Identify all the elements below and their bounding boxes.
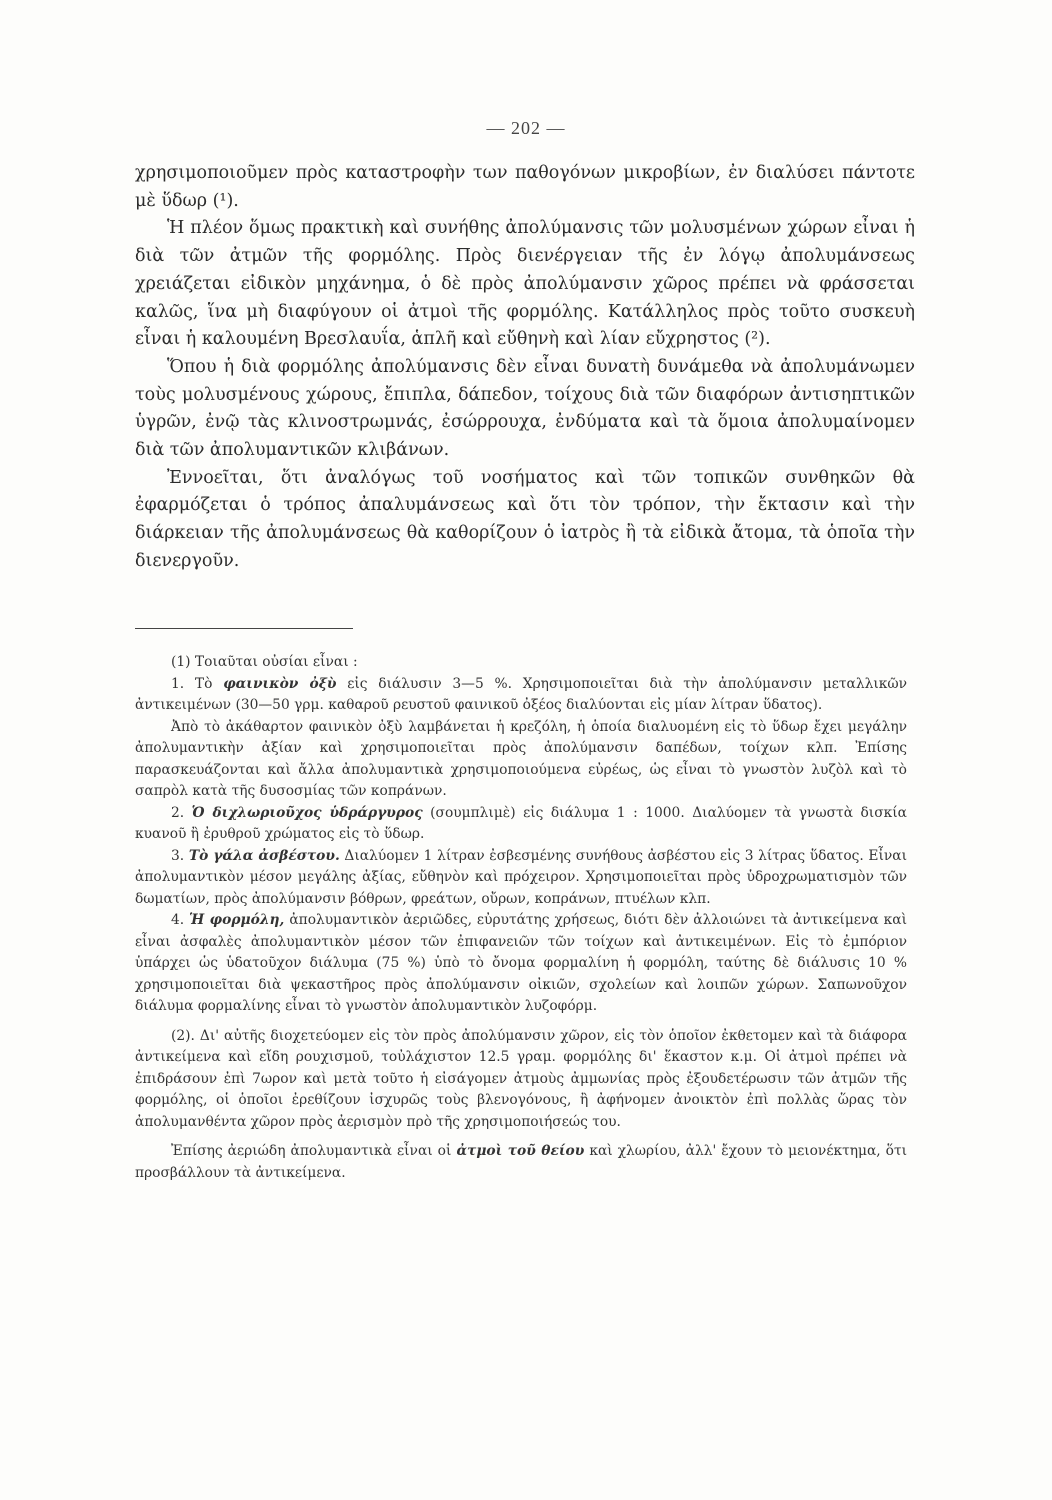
footnote-number: 3. (171, 847, 185, 864)
footnote-intro: (1) Τοιαῦται οὐσίαι εἶναι : (171, 654, 358, 670)
footnote-paragraph: Ἀπὸ τὸ ἀκάθαρτον φαινικὸν ὀξὺ λαμβάνεται ἡ κρεζόλη, ἡ ὁποία διαλυομένη εἰς τὸ ὕδωρ ἔχει μεγάλην ἀπολυμαντικὴν ἀξίαν καὶ χρησιμοποιεῖται πρὸς ἀπολύμανσιν δαπέδων, τοίχων κλπ. Ἐπίσης παρασκευάζονται καὶ ἄλλα ἀπολυμαντικὰ χρησιμοποιούμενα εὐρέως, ὡς εἶναι τὸ γνωστὸν λυζὸλ καὶ τὸ σαπρὸλ κατὰ τῆς δυσοσμίας τῶν κοπράνων. (135, 718, 907, 799)
footnote-term: Ὁ διχλωριοῦχος ὑδράργυρος (191, 804, 423, 821)
footnote-paragraph: (2). Δι' αὐτῆς διοχετεύομεν εἰς τὸν πρὸς ἀπολύμανσιν χῶρον, εἰς τὸν ὁποῖον ἐκθετομεν καὶ τὰ διάφορα ἀντικείμενα καὶ εἴδη ρουχισμοῦ, τοὐλάχιστον 12.5 γραμ. φορμόλης δι' ἕκαστον κ.μ. Οἱ ἀτμοὶ πρέπει νὰ ἐπιδράσουν ἐπὶ 7ωρον καὶ μετὰ τοῦτο ἡ εἰσάγομεν ἀτμοὺς ἀμμωνίας πρὸς ἐξουδετέρωσιν τῶν ἀτμῶν τῆς φορμόλης, οἱ ὁποῖοι ἐρεθίζουν ἰσχυρῶς τοὺς βλενογόνους, ἢ ἀφήνομεν ἀνοικτὸν ἐπὶ πολλὰς ὥρας τὸν ἀπολυμανθέντα χῶρον πρὸς ἀερισμὸν πρὸ τῆς χρησιμοποιήσεώς του. (135, 1027, 907, 1130)
footnote-item (135, 674, 907, 717)
footnote-item (135, 910, 907, 1018)
footnote-text: (σουμπλιμὲ) εἰς διάλυμα 1 : 1000. Διαλύομεν τὰ γνωστὰ δισκία κυανοῦ ἢ ἐρυθροῦ χρώματος εἰς τὸ ὕδωρ. (135, 804, 907, 842)
paragraph: Ἡ πλέον ὅμως πρακτικὴ καὶ συνήθης ἀπολύμανσις τῶν μολυσμένων χώρων εἶναι ἡ διὰ τῶν ἀτμῶν τῆς φορμόλης. Πρὸς διενέργειαν τῆς ἐν λόγῳ ἀπολυμάνσεως χρειάζεται εἰδικὸν μηχάνημα, ὁ δὲ πρὸς ἀπολύμανσιν χῶρος πρέπει νὰ φράσσεται καλῶς, ἵνα μὴ διαφύγουν οἱ ἀτμοὶ τῆς φορμόλης. Κατάλληλος πρὸς τοῦτο συσκευὴ εἶναι ἡ καλουμένη Βρεσλαυΐα, ἁπλῆ καὶ εὔθηνὴ καὶ λίαν εὔχρηστος (²). (135, 218, 915, 350)
footnote-number: 2. (171, 804, 185, 821)
footnote-item (135, 846, 907, 911)
paragraph: Ἐννοεῖται, ὅτι ἀναλόγως τοῦ νοσήματος καὶ τῶν τοπικῶν συνθηκῶν θὰ ἐφαρμόζεται ὁ τρόπος ἀπαλυμάνσεως καὶ ὅτι τὸν τρόπον, τὴν ἔκτασιν καὶ τὴν διάρκειαν τῆς ἀπολυμάνσεως θὰ καθορίζουν ὁ ἰατρὸς ἢ τὰ εἰδικὰ ἄτομα, τὰ ὁποῖα τὴν διενεργοῦν. (135, 467, 915, 571)
footnote-text: καὶ χλωρίου, ἀλλ' ἔχουν τὸ μειονέκτημα, ὅτι προσβάλλουν τὰ ἀντικείμενα. (135, 1143, 908, 1181)
footnote-number: 1. Τὸ (171, 675, 213, 692)
footnote-number: 4. (171, 912, 185, 928)
footnote-term: ἀτμοὶ τοῦ θείου (456, 1143, 585, 1159)
paragraph: Ὅπου ἡ διὰ φορμόλης ἀπολύμανσις δὲν εἶναι δυνατὴ δυνάμεθα νὰ ἀπολυμάνωμεν τοὺς μολυσμένους χώρους, ἔπιπλα, δάπεδον, τοίχους διὰ τῶν διαφόρων ἀντισηπτικῶν ὑγρῶν, ἐνῷ τὰς κλινοστρωμνάς, ἐσώρρουχα, ἐνδύματα καὶ τὰ ὅμοια ἀπολυμαίνομεν διὰ τῶν ἀπολυμαντικῶν κλιβάνων. (135, 356, 915, 461)
footnotes (135, 652, 907, 1184)
footnote-term: Τὸ γάλα ἀσβέστου. (188, 847, 340, 864)
main-text (135, 160, 915, 576)
footnote-text: Διαλύομεν 1 λίτραν ἐσβεσμένης συνήθους ἀσβέστου εἰς 3 λίτρας ὕδατος. Εἶναι ἀπολυμαντικὸν μέσον μεγάλης ἀξίας, εὔθηνὸν καὶ πρόχειρον. Χρησιμοποιεῖται πρὸς ὑδροχρωματισμὸν τῶν δωματίων, πρὸς ἀπολύμανσιν βόθρων, φρεάτων, οὔρων, κοπράνων, πτυέλων κλπ. (135, 847, 908, 907)
footnote-text: ἀπολυμαντικὸν ἀεριῶδες, εὐρυτάτης χρήσεως, διότι δὲν ἀλλοιώνει τὰ ἀντικείμενα καὶ εἶναι ἀσφαλὲς ἀπολυμαντικὸν μέσον τῶν ἐπιφανειῶν τῶν τοίχων καὶ ἀντικειμένων. Εἰς τὸ ἐμπόριον ὑπάρχει ὡς ὑδατοῦχον διάλυμα (75 %) ὑπὸ τὸ ὄνομα φορμαλίνη ἡ φορμόλη, ταύτης δὲ διάλυσις 10 % χρησιμοποιεῖται διὰ ψεκαστῆρος πρὸς ἀπολύμανσιν οἰκιῶν, σχολείων καὶ λοιπῶν χώρων. Σαπωνοῦχον διάλυμα φορμαλίνης εἶναι τὸ γνωστὸν ἀπολυμαντικὸν λυζοφόρμ. (135, 912, 907, 1014)
paragraph: χρησιμοποιοῦμεν πρὸς καταστροφὴν των παθογόνων μικροβίων, ἐν διαλύσει πάντοτε μὲ ὕδωρ (¹). (135, 163, 915, 211)
footnote-paragraph (135, 1141, 907, 1184)
footnote-term: φαινικὸν ὀξὺ (223, 675, 337, 692)
footnote-divider (135, 628, 353, 629)
footnote-term: Ἡ φορμόλη, (189, 912, 285, 928)
footnote-text: εἰς διάλυσιν 3—5 %. Χρησιμοποιεῖται διὰ τὴν ἀπολύμανσιν μεταλλικῶν ἀντικειμένων (30—50 γρμ. καθαροῦ ρευστοῦ φαινικοῦ ὀξέος διαλύονται εἰς μίαν λίτραν ὕδατος). (135, 675, 908, 713)
page-number: — 202 — (486, 118, 566, 138)
footnote-item (135, 803, 907, 846)
footnote-text: Ἐπίσης ἀεριώδη ἀπολυμαντικὰ εἶναι οἱ (171, 1143, 452, 1159)
